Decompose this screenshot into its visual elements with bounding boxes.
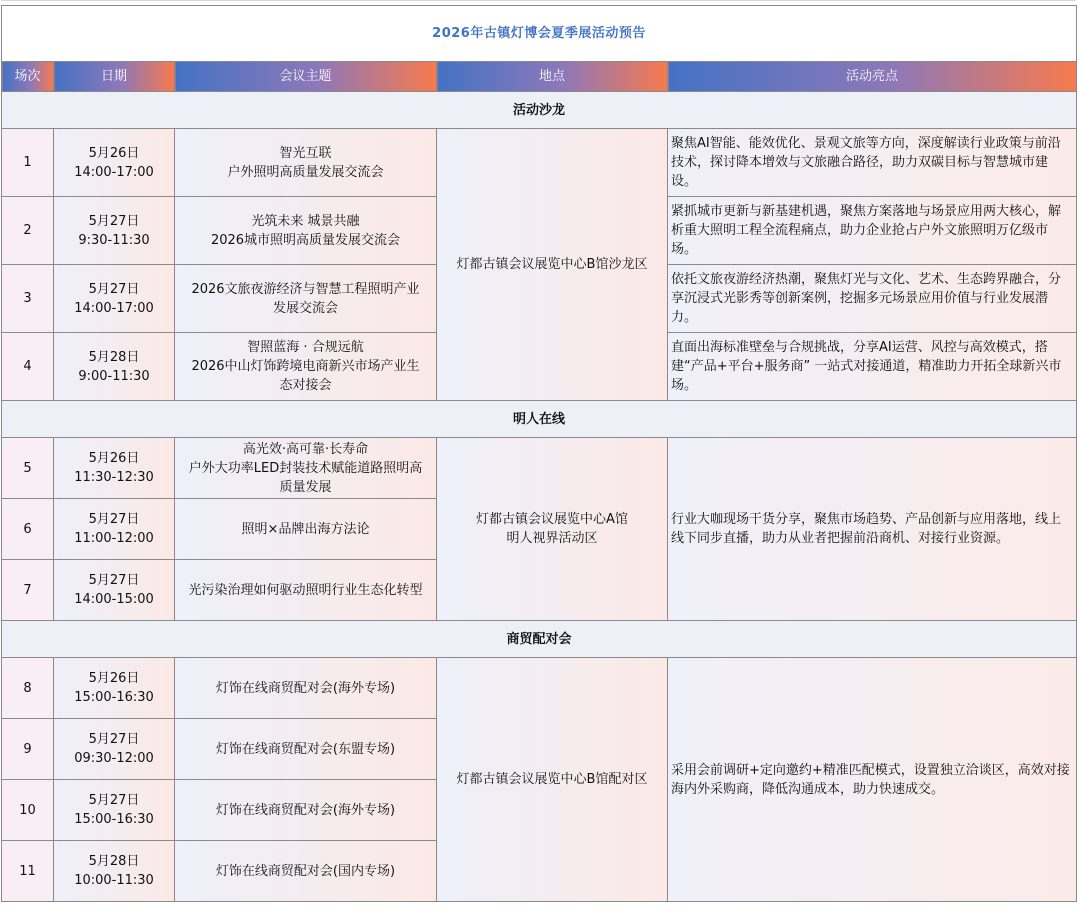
topic-line: 2026文旅夜游经济与智慧工程照明产业 <box>191 281 420 297</box>
date-text: 5月27日 <box>88 732 140 747</box>
topic-line: 态对接会 <box>279 378 332 393</box>
header-row <box>2 62 1077 92</box>
topic-line: 户外大功率LED封装技术赋能道路照明高 <box>188 460 423 476</box>
date-cell <box>54 499 175 560</box>
topic-cell <box>175 265 437 333</box>
topic-cell <box>175 780 437 841</box>
topic-cell <box>175 333 437 401</box>
section-title: 明人在线 <box>2 401 1077 438</box>
topic-cell <box>175 197 437 265</box>
highlight-cell: 采用会前调研+定向邀约+精准匹配模式，设置独立洽谈区，高效对接海内外采购商，降低沟通成本，助力快速成交。 <box>668 658 1077 902</box>
session-number: 2 <box>2 197 54 265</box>
venue-cell: 灯都古镇会议展览中心B馆配对区 <box>437 658 668 902</box>
topic-line: 光污染治理如何驱动照明行业生态化转型 <box>188 582 423 598</box>
session-number: 3 <box>2 265 54 333</box>
highlight-cell: 聚焦AI智能、能效优化、景观文旅等方向，深度解读行业政策与前沿技术，探讨降本增效与文旅融合路径，助力双碳目标与智慧城市建设。 <box>668 129 1077 197</box>
date-text: 5月27日 <box>88 573 140 588</box>
venue-cell <box>437 438 668 621</box>
topic-line: 光筑未来 城景共融 <box>251 213 360 229</box>
event-schedule-sheet <box>1 0 1076 914</box>
topic-line: 质量发展 <box>279 479 332 495</box>
date-text: 5月27日 <box>88 512 140 527</box>
topic-line: 照明×品牌出海方法论 <box>241 521 370 537</box>
section-row-salon <box>2 92 1077 129</box>
date-cell <box>54 197 175 265</box>
time-text: 15:00-16:30 <box>74 690 154 705</box>
topic-line: 发展交流会 <box>272 300 338 316</box>
topic-cell <box>175 841 437 902</box>
header-highlights: 活动亮点 <box>668 62 1077 92</box>
time-text: 14:00-15:00 <box>74 592 154 607</box>
time-text: 14:00-17:00 <box>74 164 154 180</box>
date-text: 5月26日 <box>88 451 140 466</box>
header-topic: 会议主题 <box>175 62 437 92</box>
topic-line: 2026城市照明高质量发展交流会 <box>210 232 401 248</box>
header-session: 场次 <box>2 62 54 92</box>
date-cell <box>54 438 175 499</box>
topic-line: 灯饰在线商贸配对会(海外专场) <box>215 802 396 818</box>
page-title: 2026年古镇灯博会夏季展活动预告 <box>2 6 1077 62</box>
date-cell <box>54 333 175 401</box>
topic-line: 灯饰在线商贸配对会(东盟专场) <box>215 741 396 757</box>
topic-line: 高光效·高可靠·长寿命 <box>242 441 369 457</box>
header-venue: 地点 <box>437 62 668 92</box>
topic-line: 灯饰在线商贸配对会(国内专场) <box>215 863 396 879</box>
topic-line: 灯饰在线商贸配对会(海外专场) <box>215 680 396 696</box>
session-number: 8 <box>2 658 54 719</box>
session-number: 9 <box>2 719 54 780</box>
time-text: 9:00-11:30 <box>78 368 150 384</box>
date-text: 5月28日 <box>88 854 140 869</box>
topic-cell <box>175 438 437 499</box>
session-number: 7 <box>2 560 54 621</box>
date-text: 5月27日 <box>88 793 140 808</box>
topic-line: 2026中山灯饰跨境电商新兴市场产业生 <box>191 359 420 374</box>
venue-line: 灯都古镇会议展览中心A馆 <box>476 512 628 527</box>
topic-line: 户外照明高质量发展交流会 <box>227 164 384 180</box>
header-date: 日期 <box>54 62 175 92</box>
session-number: 11 <box>2 841 54 902</box>
topic-cell <box>175 560 437 621</box>
section-row-online <box>2 401 1077 438</box>
session-number: 1 <box>2 129 54 197</box>
date-cell <box>54 129 175 197</box>
highlight-cell: 紧抓城市更新与新基建机遇，聚焦方案落地与场景应用两大核心，解析重大照明工程全流程痛点，助力企业抢占户外文旅照明万亿级市场。 <box>668 197 1077 265</box>
time-text: 15:00-16:30 <box>74 812 154 827</box>
table-row <box>2 129 1077 197</box>
date-text: 5月27日 <box>88 281 140 297</box>
venue-line: 明人视界活动区 <box>506 531 598 546</box>
time-text: 14:00-17:00 <box>74 300 154 316</box>
topic-line: 智照蓝海 · 合规远航 <box>247 340 364 355</box>
date-cell <box>54 265 175 333</box>
session-number: 5 <box>2 438 54 499</box>
session-number: 10 <box>2 780 54 841</box>
topic-cell <box>175 499 437 560</box>
table-row <box>2 658 1077 719</box>
date-cell <box>54 560 175 621</box>
topic-cell <box>175 719 437 780</box>
date-cell <box>54 719 175 780</box>
section-title: 商贸配对会 <box>2 621 1077 658</box>
time-text: 10:00-11:30 <box>74 873 154 888</box>
session-number: 6 <box>2 499 54 560</box>
table-row <box>2 438 1077 499</box>
date-text: 5月28日 <box>88 349 140 365</box>
highlight-cell: 行业大咖现场干货分享，聚焦市场趋势、产品创新与应用落地，线上线下同步直播，助力从业者把握前沿商机、对接行业资源。 <box>668 438 1077 621</box>
date-text: 5月26日 <box>88 145 140 161</box>
highlight-cell: 直面出海标准壁垒与合规挑战，分享AI运营、风控与高效模式，搭建“产品+平台+服务商” 一站式对接通道，精准助力开拓全球新兴市场。 <box>668 333 1077 401</box>
time-text: 9:30-11:30 <box>78 232 150 248</box>
time-text: 09:30-12:00 <box>74 751 154 766</box>
event-schedule-table <box>1 5 1077 902</box>
time-text: 11:00-12:00 <box>74 531 154 546</box>
session-number: 4 <box>2 333 54 401</box>
date-cell <box>54 780 175 841</box>
date-text: 5月27日 <box>88 213 140 229</box>
highlight-cell: 依托文旅夜游经济热潮，聚焦灯光与文化、艺术、生态跨界融合，分享沉浸式光影秀等创新案例，挖掘多元场景应用价值与行业发展潜力。 <box>668 265 1077 333</box>
topic-cell <box>175 129 437 197</box>
date-cell <box>54 841 175 902</box>
date-cell <box>54 658 175 719</box>
section-row-matchmaking <box>2 621 1077 658</box>
date-text: 5月26日 <box>88 671 140 686</box>
venue-cell: 灯都古镇会议展览中心B馆沙龙区 <box>437 129 668 401</box>
time-text: 11:30-12:30 <box>74 470 154 485</box>
section-title: 活动沙龙 <box>2 92 1077 129</box>
topic-cell <box>175 658 437 719</box>
topic-line: 智光互联 <box>279 145 332 161</box>
